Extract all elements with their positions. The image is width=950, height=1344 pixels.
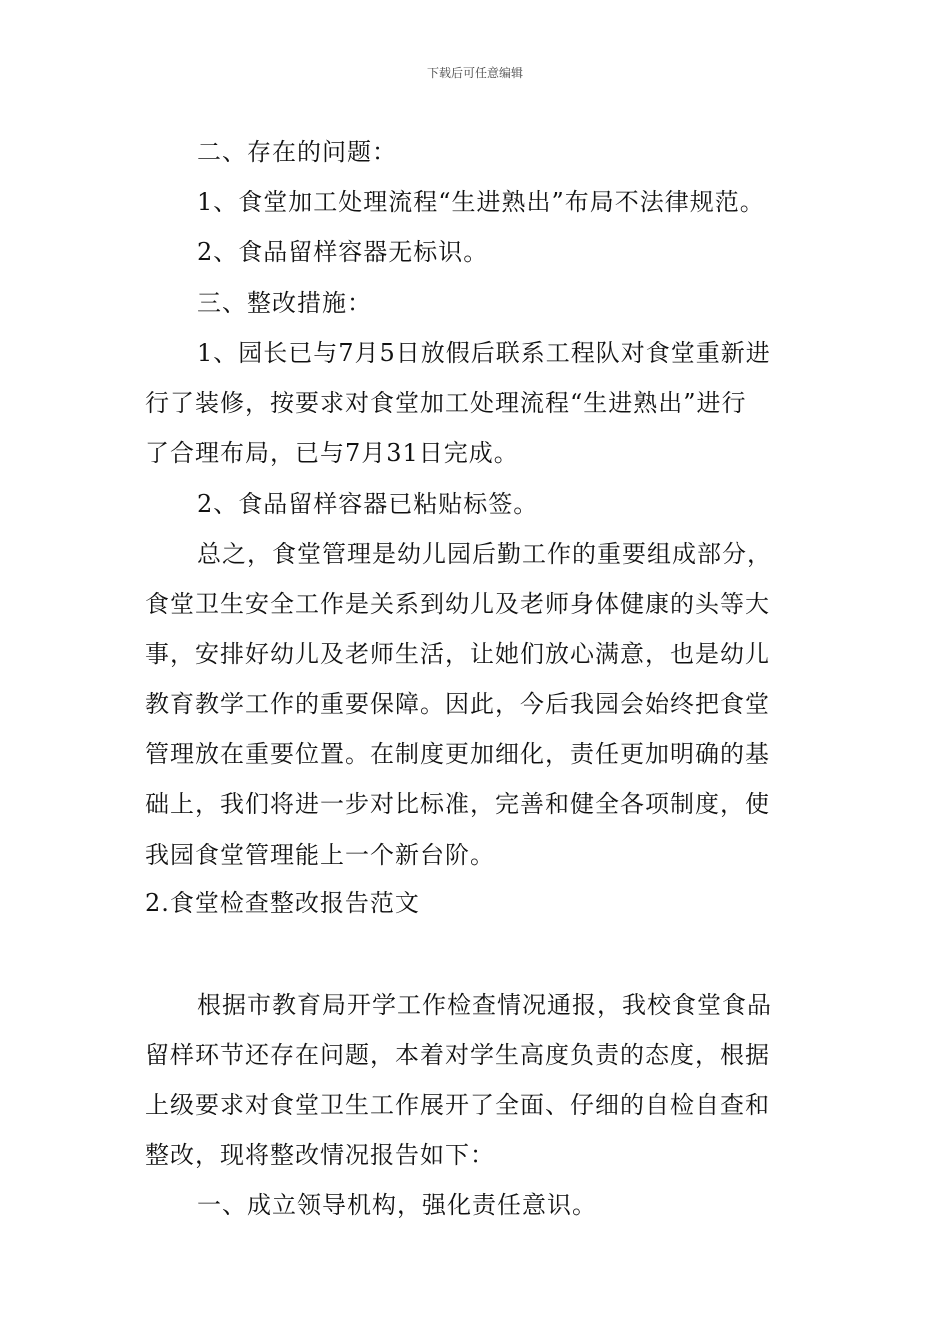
paragraph-line: 上级要求对食堂卫生工作展开了全面、仔细的自检自查和	[145, 1091, 770, 1119]
section-heading-leadership: 一、成立领导机构，强化责任意识。	[197, 1191, 597, 1219]
paragraph-line: 了合理布局，已与7月31日完成。	[145, 439, 519, 467]
document-subtitle: 2.食堂检查整改报告范文	[145, 889, 420, 917]
page-header: 下载后可任意编辑	[426, 66, 523, 80]
paragraph-line: 根据市教育局开学工作检查情况通报，我校食堂食品	[197, 991, 772, 1019]
paragraph-line: 础上，我们将进一步对比标准，完善和健全各项制度，使	[145, 790, 770, 818]
paragraph-line: 事，安排好幼儿及老师生活，让她们放心满意，也是幼儿	[145, 640, 770, 668]
paragraph-line: 总之，食堂管理是幼儿园后勤工作的重要组成部分，	[197, 540, 772, 568]
paragraph-line: 2、食品留样容器无标识。	[197, 238, 489, 266]
paragraph-line: 教育教学工作的重要保障。因此，今后我园会始终把食堂	[145, 690, 770, 718]
section-heading-problems: 二、存在的问题：	[197, 138, 397, 166]
paragraph-line: 管理放在重要位置。在制度更加细化，责任更加明确的基	[145, 740, 770, 768]
paragraph-line: 1、园长已与7月5日放假后联系工程队对食堂重新进	[197, 339, 771, 367]
paragraph-line: 留样环节还存在问题，本着对学生高度负责的态度，根据	[145, 1041, 770, 1069]
paragraph-line: 1、食堂加工处理流程“生进熟出”布局不法律规范。	[197, 188, 765, 216]
section-heading-measures: 三、整改措施：	[197, 289, 372, 317]
paragraph-line: 整改，现将整改情况报告如下：	[145, 1141, 495, 1169]
paragraph-line: 我园食堂管理能上一个新台阶。	[145, 841, 495, 869]
paragraph-line: 食堂卫生安全工作是关系到幼儿及老师身体健康的头等大	[145, 590, 770, 618]
paragraph-line: 2、食品留样容器已粘贴标签。	[197, 490, 539, 518]
paragraph-line: 行了装修，按要求对食堂加工处理流程“生进熟出”进行	[145, 389, 747, 417]
